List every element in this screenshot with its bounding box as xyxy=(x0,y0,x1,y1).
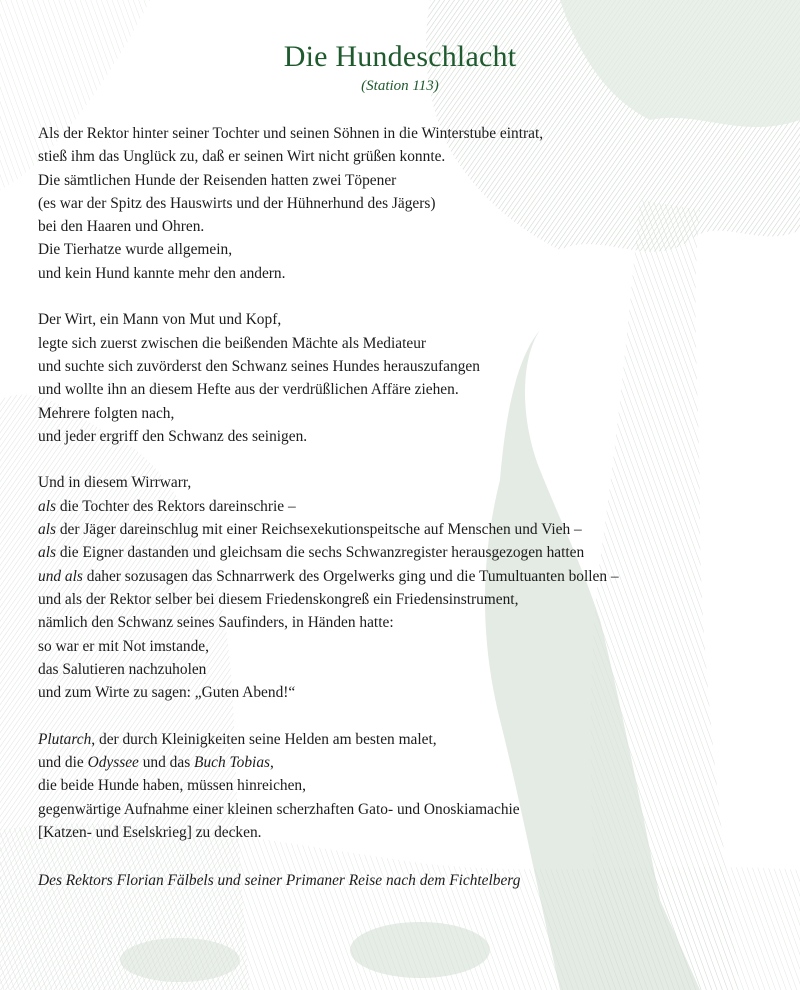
verse-line xyxy=(38,495,778,518)
verse-line: (es war der Spitz des Hauswirts und der Hühnerhund des Jägers) xyxy=(38,194,436,212)
emphasis-text: Buch Tobias xyxy=(194,754,271,772)
verse-line: nämlich den Schwanz seines Saufinders, in Händen hatte: xyxy=(38,614,394,632)
verse-line: und kein Hund kannte mehr den andern. xyxy=(38,264,286,282)
verse-line: und jeder ergriff den Schwanz des seinigen. xyxy=(38,427,308,445)
verse-line: Die sämtlichen Hunde der Reisenden hatten zwei Töpener xyxy=(38,171,397,189)
verse-line: stieß ihm das Unglück zu, daß er seinen Wirt nicht grüßen konnte. xyxy=(38,148,446,166)
verse-line: die beide Hunde haben, müssen hinreichen, xyxy=(38,777,306,795)
verse-line: Als der Rektor hinter seiner Tochter und seinen Söhnen in die Winterstube eintrat, xyxy=(38,125,544,142)
emphasis-text: Plutarch xyxy=(38,730,92,748)
verse-line: Der Wirt, ein Mann von Mut und Kopf, xyxy=(38,311,282,329)
verse-line: das Salutieren nachzuholen xyxy=(38,660,207,678)
line-text: daher sozusagen das Schnarrwerk des Orgelwerks ging und die Tumultuanten bollen – xyxy=(82,567,619,585)
line-text: , xyxy=(270,754,274,772)
page-subtitle: (Station 113) xyxy=(361,78,439,94)
emphasis-text: als xyxy=(38,544,56,562)
source-citation: Des Rektors Florian Fälbels und seiner Primaner Reise nach dem Fichtelberg xyxy=(38,872,521,889)
verse-line: so war er mit Not imstande, xyxy=(38,637,209,655)
verse-line: Die Tierhatze wurde allgemein, xyxy=(38,241,233,259)
poem-body xyxy=(38,122,778,868)
line-text: der Jäger dareinschlug mit einer Reichsexekutionspeitsche auf Menschen und Vieh – xyxy=(55,521,582,539)
verse-line: bei den Haaren und Ohren. xyxy=(38,218,205,236)
emphasis-text: Odyssee xyxy=(87,754,139,772)
verse-line xyxy=(38,751,778,774)
line-text: und die xyxy=(38,754,88,772)
line-text: , der durch Kleinigkeiten seine Helden am besten malet, xyxy=(91,730,437,748)
line-text: und das xyxy=(138,754,195,772)
verse-line xyxy=(38,565,778,588)
verse-line: [Katzen- und Eselskrieg] zu decken. xyxy=(38,823,262,841)
verse-line: Mehrere folgten nach, xyxy=(38,404,175,422)
verse-line: gegenwärtige Aufnahme einer kleinen scherzhaften Gato- und Onoskiamachie xyxy=(38,800,520,818)
verse-line: legte sich zuerst zwischen die beißenden Mächte als Mediateur xyxy=(38,334,427,352)
verse-line: und wollte ihn an diesem Hefte aus der verdrüßlichen Affäre ziehen. xyxy=(38,381,459,399)
emphasis-text: als xyxy=(38,521,56,539)
verse-line xyxy=(38,728,778,751)
stanza-1 xyxy=(38,122,778,285)
verse-line: und als der Rektor selber bei diesem Friedenskongreß ein Friedensinstrument, xyxy=(38,590,519,608)
emphasis-text: als xyxy=(38,497,56,515)
emphasis-text: und als xyxy=(38,567,83,585)
stanza-3 xyxy=(38,471,778,704)
verse-line: Und in diesem Wirrwarr, xyxy=(38,474,192,492)
verse-line: und zum Wirte zu sagen: „Guten Abend!“ xyxy=(38,684,296,702)
verse-line: und suchte sich zuvörderst den Schwanz seines Hundes herauszufangen xyxy=(38,357,480,375)
page-title: Die Hundeschlacht xyxy=(283,40,517,73)
verse-line xyxy=(38,541,778,564)
line-text: die Eigner dastanden und gleichsam die sechs Schwanzregister herausgezogen hatten xyxy=(55,544,585,562)
line-text: die Tochter des Rektors dareinschrie – xyxy=(55,497,296,515)
verse-line xyxy=(38,518,778,541)
stanza-2 xyxy=(38,308,778,448)
stanza-4 xyxy=(38,728,778,844)
